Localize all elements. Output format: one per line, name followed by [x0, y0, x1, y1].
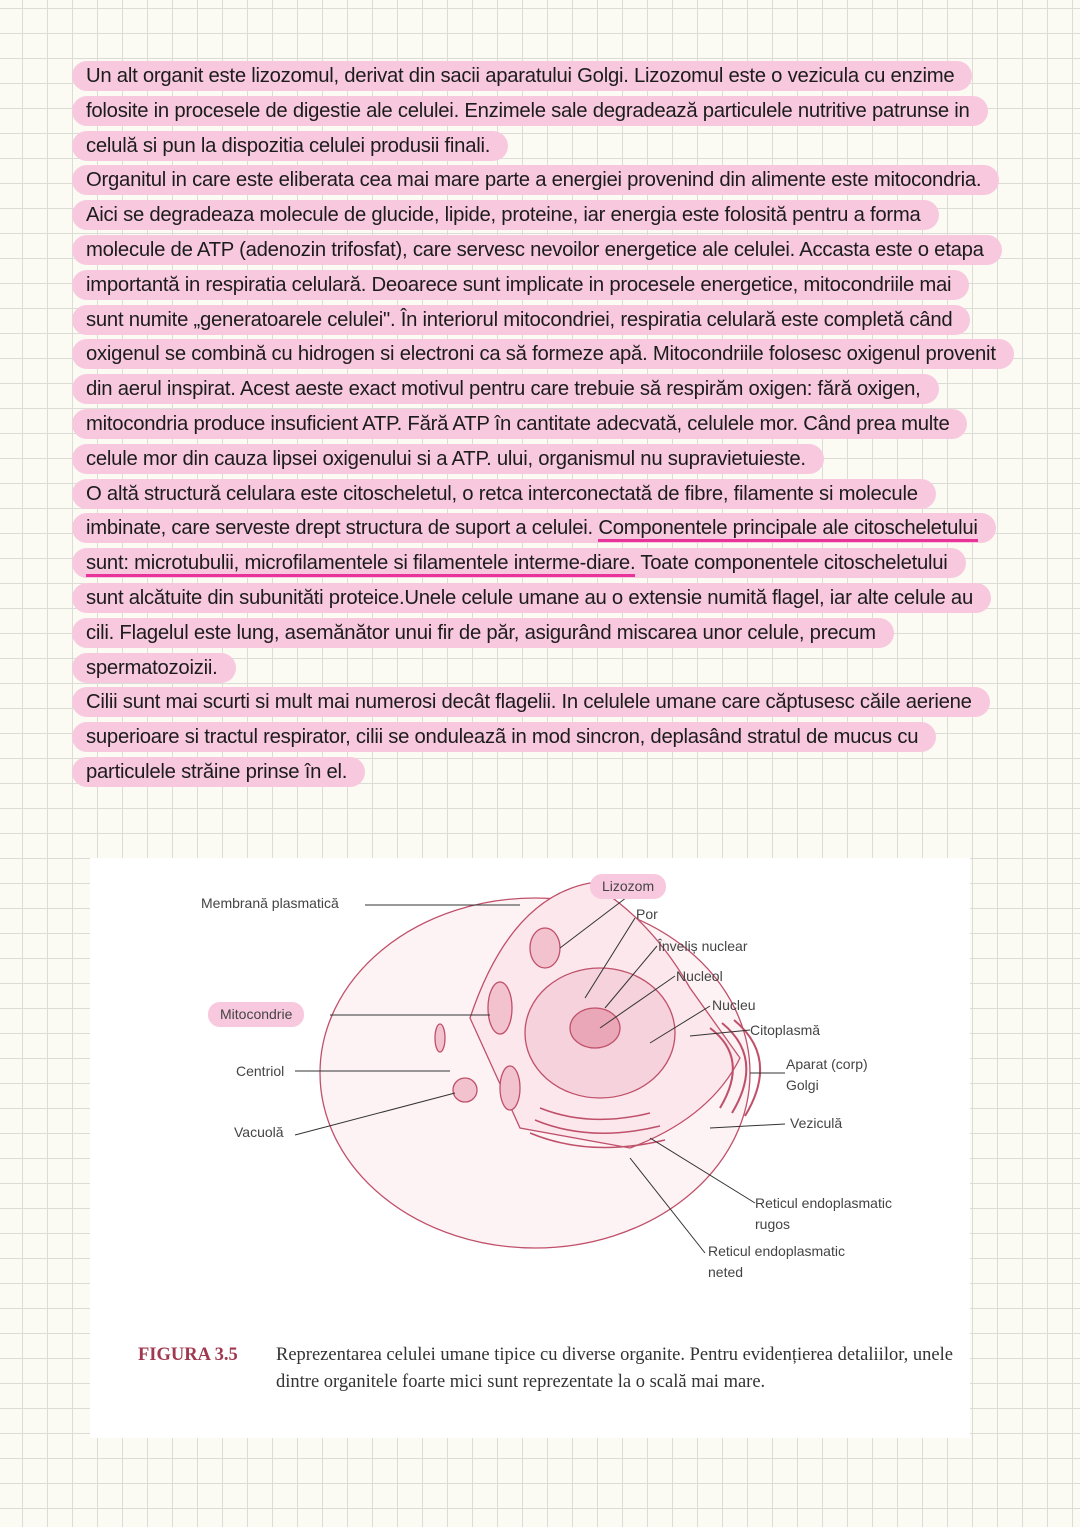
label-centriol: Centriol — [236, 1063, 285, 1079]
highlight — [72, 200, 939, 230]
note-line — [70, 479, 1060, 514]
highlight — [72, 339, 1014, 369]
notes-text — [70, 61, 1060, 792]
highlight — [72, 513, 996, 543]
figure-caption — [138, 1342, 958, 1396]
highlight — [72, 96, 988, 126]
note-line — [70, 618, 1060, 653]
note-text: Organitul in care este eliberata cea mai mare parte a energiei provenind din alimente este mitocondria. — [86, 169, 982, 192]
note-text: din aerul inspirat. Acest aeste exact motivul pentru care trebuie să respirăm oxigen: fără oxigen, — [86, 378, 921, 401]
note-text: Cilii sunt mai scurti si mult mai numerosi decât flagelii. In celulele umane care căptusesc căile aeriene — [86, 691, 972, 714]
highlight — [72, 165, 999, 195]
underlined-text: Componentele principale ale citoscheletului — [598, 517, 977, 542]
nucleolus — [570, 1008, 620, 1048]
note-line — [70, 165, 1060, 200]
highlight — [72, 270, 969, 300]
note-text: imbinate, care serveste drept structura de suport a celulei. — [86, 517, 599, 540]
note-text: mitocondria produce insuficient ATP. Fără ATP în cantitate adecvată, celulele mor. Când prea multe — [86, 412, 950, 435]
label-por: Por — [636, 906, 658, 922]
highlight — [72, 305, 970, 335]
label-vacuola: Vacuolă — [234, 1124, 284, 1140]
underlined-text: sunt: microtubulii, microfilamentele si filamentele interme-diare. — [86, 552, 635, 577]
note-text: sunt alcătuite din subunităti proteice.Unele celule umane au o extensie numită flagel, iar alte celule au — [86, 586, 973, 609]
label-rer-2: rugos — [755, 1216, 791, 1232]
note-text: sunt numite „generatoarele celulei". În interiorul mitocondriei, respiratia celulară este completă când — [86, 308, 953, 331]
note-line — [70, 513, 1060, 548]
note-line — [70, 61, 1060, 96]
highlight — [72, 131, 508, 161]
highlight — [72, 653, 236, 683]
highlight — [72, 618, 894, 648]
label-ser-1: Reticul endoplasmatic — [708, 1243, 845, 1259]
label-nucleu: Nucleu — [712, 997, 756, 1013]
note-text: Toate componentele citoscheletului — [635, 552, 948, 575]
note-line — [70, 583, 1060, 618]
note-line — [70, 653, 1060, 688]
note-text: O altă structură celulara este citoscheletul, o retca interconectată de fibre, filamente si molecule — [86, 482, 918, 505]
highlight — [72, 61, 972, 91]
note-line — [70, 722, 1060, 757]
label-mitocondrie: Mitocondrie — [208, 1002, 304, 1027]
note-line — [70, 444, 1060, 479]
note-text: particulele străine prinse în el. — [86, 760, 348, 783]
vacuole — [453, 1078, 477, 1102]
label-nucleol: Nucleol — [676, 968, 723, 984]
highlight — [72, 444, 824, 474]
label-citoplasma: Citoplasmă — [750, 1022, 821, 1038]
highlight — [72, 583, 991, 613]
note-line — [70, 548, 1060, 583]
label-membrana: Membrană plasmatică — [201, 895, 339, 911]
note-text: cili. Flagelul este lung, asemănător unui fir de păr, asigurând miscarea unor celule, precum — [86, 621, 876, 644]
note-text: celulă si pun la dispozitia celulei produsii finali. — [86, 134, 491, 157]
highlight — [72, 235, 1002, 265]
label-ser-2: neted — [708, 1264, 744, 1280]
note-text: Aici se degradeaza molecule de glucide, lipide, proteine, iar energia este folosită pentru a forma — [86, 204, 921, 227]
highlight — [72, 687, 990, 717]
note-text: oxigenul se combină cu hidrogen si electroni ca să formeze apă. Mitocondriile folosesc oxigenul provenit — [86, 343, 996, 366]
label-rer-1: Reticul endoplasmatic — [755, 1195, 892, 1211]
label-golgi-1: Aparat (corp) — [786, 1056, 868, 1072]
note-line — [70, 235, 1060, 270]
note-line — [70, 270, 1060, 305]
note-line — [70, 305, 1060, 340]
note-line — [70, 409, 1060, 444]
note-line — [70, 374, 1060, 409]
highlight — [72, 409, 967, 439]
cell-figure — [90, 858, 970, 1438]
note-line — [70, 96, 1060, 131]
note-text: superioare si tractul respirator, cilii se onduleazã in mod sincron, deplasând stratul de mucus cu — [86, 726, 919, 749]
highlight — [72, 479, 936, 509]
label-invelis: Înveliș nuclear — [658, 938, 748, 954]
note-line — [70, 757, 1060, 792]
note-text: spermatozoizii. — [86, 656, 218, 679]
note-text: molecule de ATP (adenozin trifosfat), care servesc nevoilor energetice ale celulei. Accasta este o etapa — [86, 238, 984, 261]
note-text: Un alt organit este lizozomul, derivat din sacii aparatului Golgi. Lizozomul este o vezicula cu enzime — [86, 65, 955, 87]
label-lizozom: Lizozom — [590, 874, 666, 899]
note-line — [70, 131, 1060, 166]
highlight — [72, 722, 936, 752]
caption-text: Reprezentarea celulei umane tipice cu diverse organite. Pentru evidențierea detaliilor, unele dintre organitele foarte mici sunt reprezentate la o scală mai mare. — [276, 1345, 953, 1392]
note-line — [70, 687, 1060, 722]
note-line — [70, 339, 1060, 374]
note-text: folosite in procesele de digestie ale celulei. Enzimele sale degradează particulele nutritive patrunse in — [86, 99, 970, 122]
highlight — [72, 757, 365, 787]
note-line — [70, 200, 1060, 235]
label-golgi-2: Golgi — [786, 1077, 819, 1093]
highlight — [72, 374, 939, 404]
note-text: importantă in respiratia celulară. Deoarece sunt implicate in procesele energetice, mitocondriile mai — [86, 273, 952, 296]
highlight — [72, 548, 966, 578]
caption-label: FIGURA 3.5 — [138, 1345, 238, 1365]
note-text: celule mor din cauza lipsei oxigenului si a ATP. ului, organismul nu supravietuieste. — [86, 447, 806, 470]
label-vezicula: Veziculă — [790, 1115, 843, 1131]
